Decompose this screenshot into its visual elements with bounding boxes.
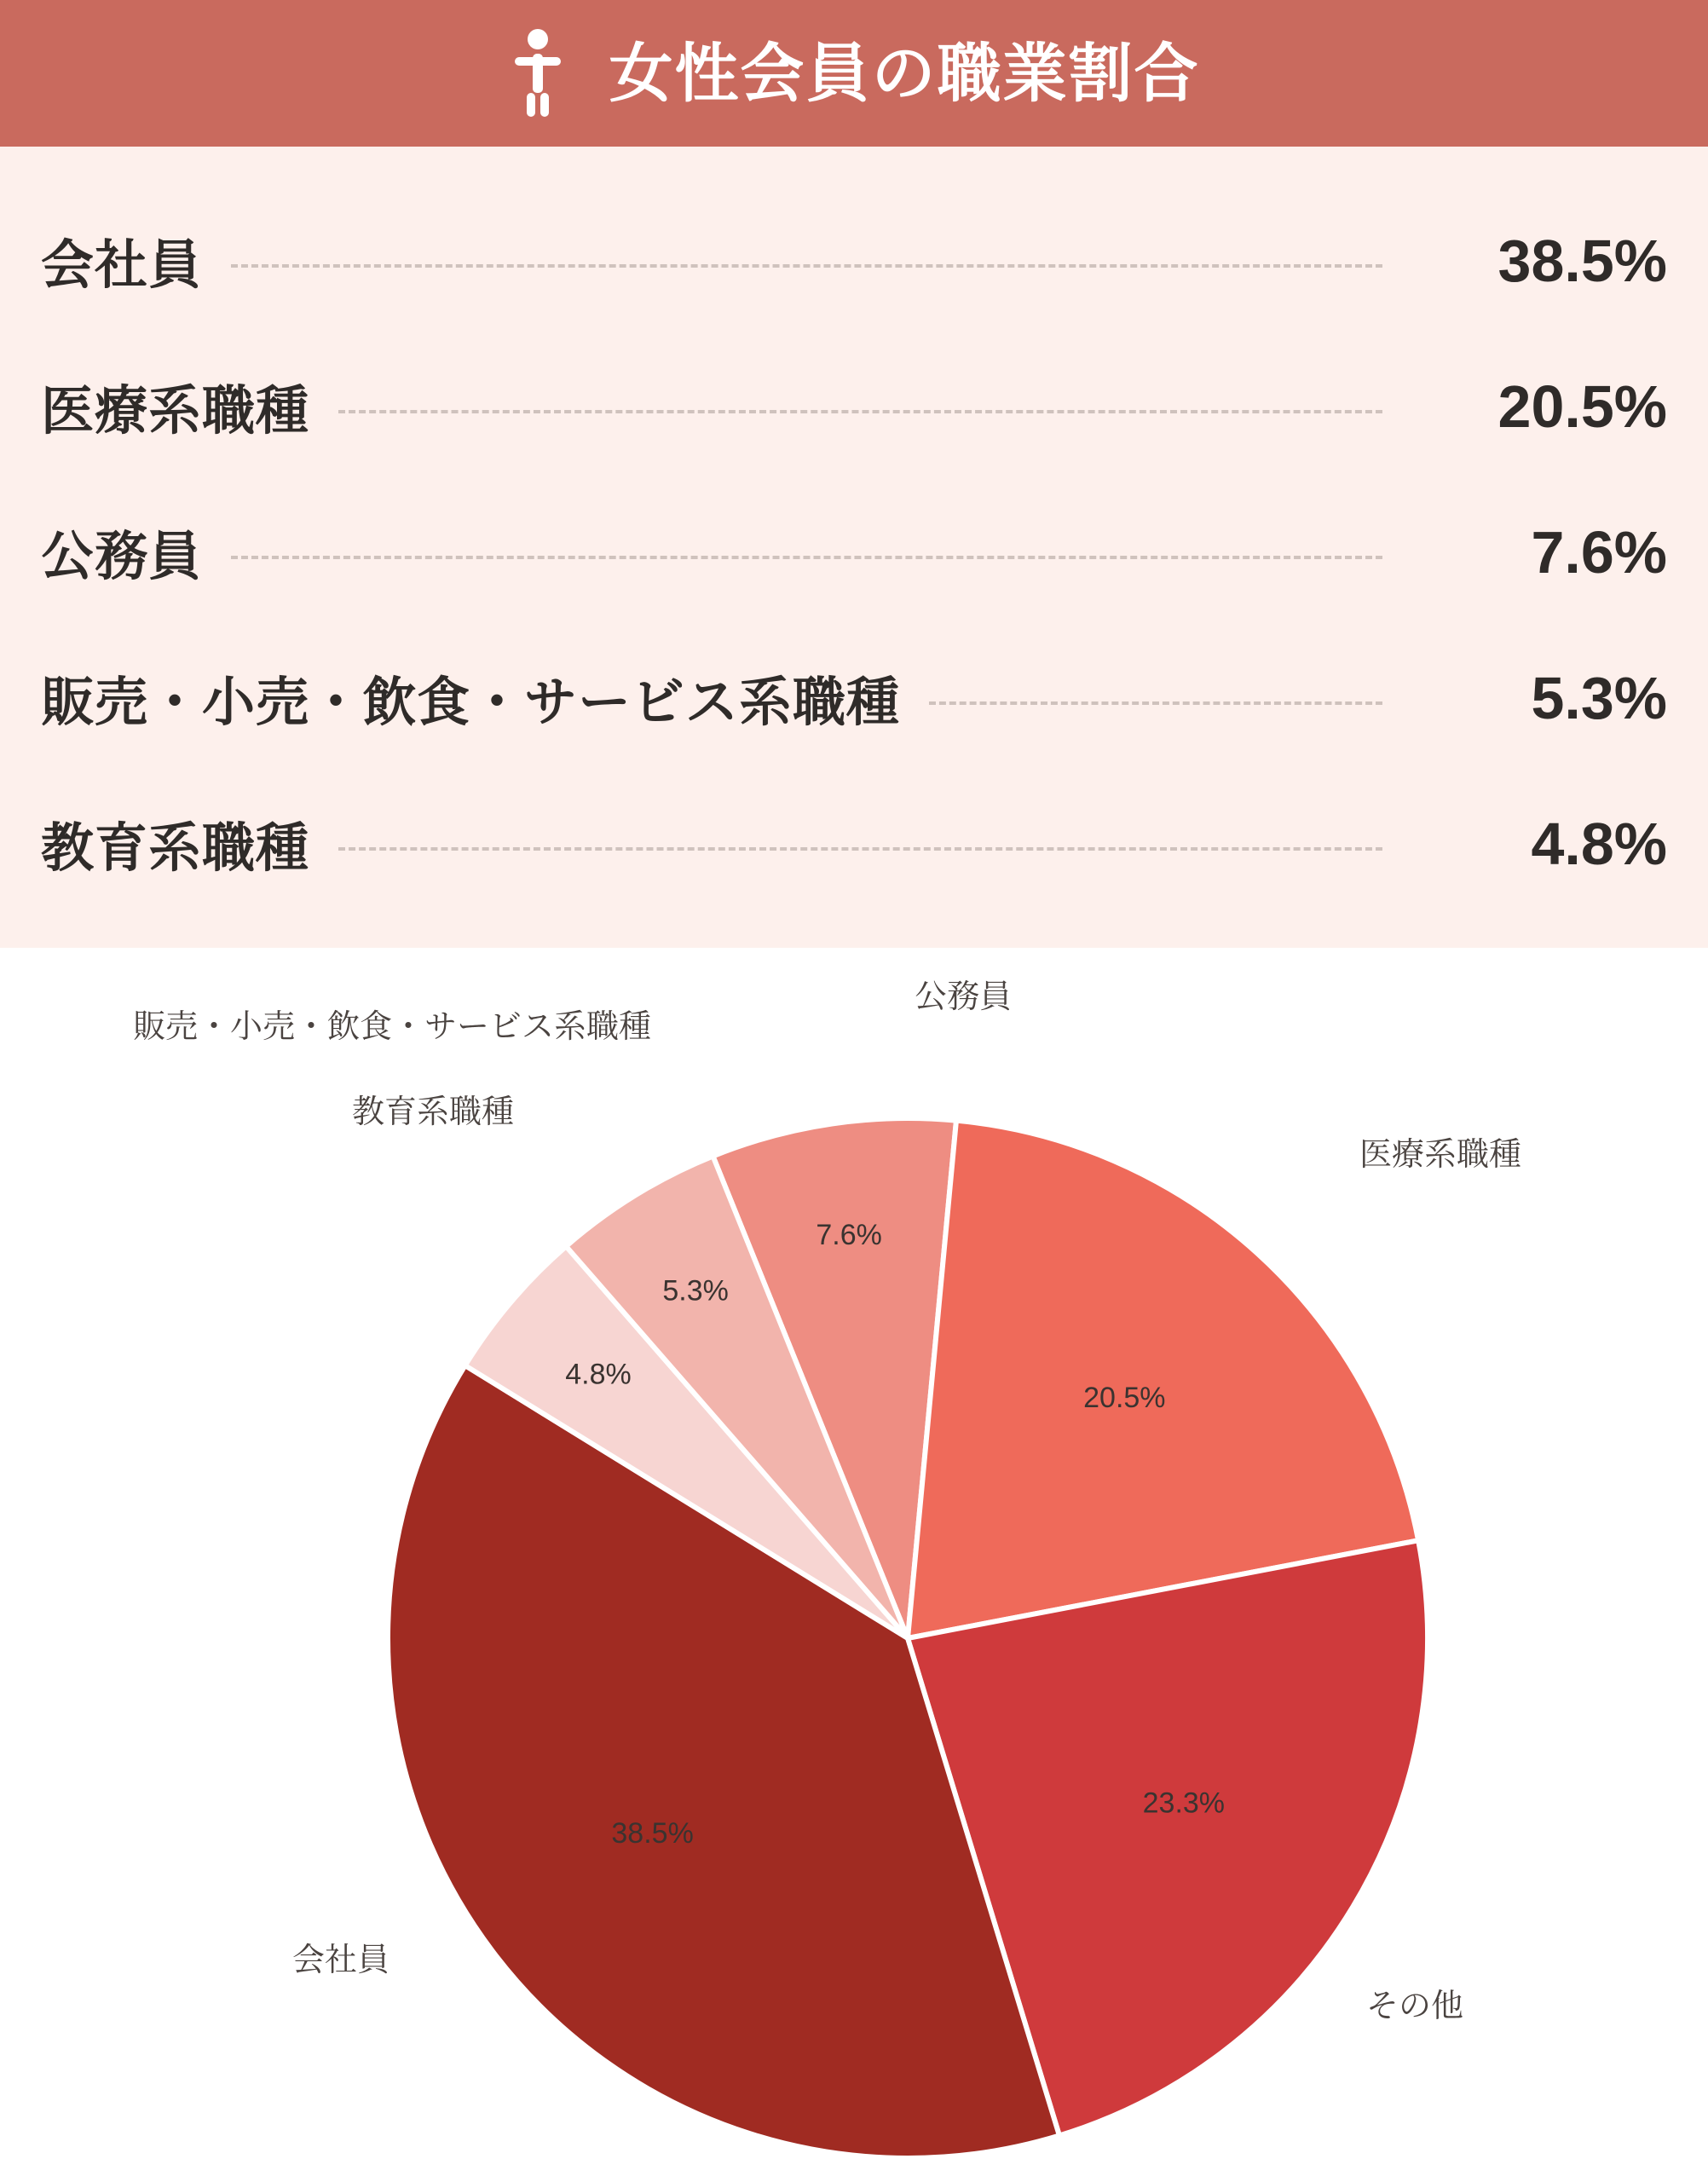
pie-slice-group [388, 1118, 1428, 2158]
pie-slice-value-label: 38.5% [611, 1817, 694, 1850]
list-item [41, 479, 1667, 625]
dotted-leader [231, 556, 1382, 559]
dotted-leader [338, 847, 1382, 851]
pie-category-label: 教育系職種 [351, 1094, 515, 1131]
list-item [41, 771, 1667, 916]
dotted-leader [929, 701, 1382, 705]
pie-category-label: 医療系職種 [1359, 1137, 1522, 1174]
page-title: 女性会員の職業割合 [609, 37, 1200, 109]
pie-chart [0, 948, 1708, 2182]
list-item [41, 333, 1667, 479]
pie-chart-svg [0, 948, 1708, 2182]
pie-slice-value-label: 20.5% [1083, 1382, 1166, 1415]
list-item-value: 38.5% [1497, 227, 1667, 294]
list-item [41, 625, 1667, 771]
list-item-value: 7.6% [1531, 518, 1667, 586]
pie-category-label: 販売・小売・飲食・サービス系職種 [132, 1009, 652, 1046]
list-item-value: 20.5% [1497, 372, 1667, 440]
pie-slice-value-label: 23.3% [1142, 1787, 1226, 1820]
pie-slice-value-label: 4.8% [565, 1358, 632, 1391]
list-item-label: 公務員 [41, 528, 203, 586]
list-item-label: 医療系職種 [41, 382, 310, 441]
pie-category-label: その他 [1365, 1989, 1464, 2025]
dotted-leader [231, 264, 1382, 268]
list-item-value: 4.8% [1531, 810, 1667, 877]
list-item-value: 5.3% [1531, 664, 1667, 731]
list-item-label: 会社員 [41, 236, 203, 295]
header-bar [0, 0, 1708, 147]
list-item [41, 188, 1667, 333]
occupation-list [0, 147, 1708, 948]
dotted-leader [338, 410, 1382, 413]
list-item-label: 販売・小売・飲食・サービス系職種 [41, 673, 901, 732]
pie-slice-value-label: 5.3% [662, 1274, 729, 1307]
pie-slice-value-label: 7.6% [816, 1219, 882, 1252]
pie-category-label: 会社員 [291, 1942, 390, 1979]
list-item-label: 教育系職種 [41, 819, 310, 878]
pie-category-label: 公務員 [914, 979, 1013, 1016]
female-person-icon [508, 28, 568, 118]
